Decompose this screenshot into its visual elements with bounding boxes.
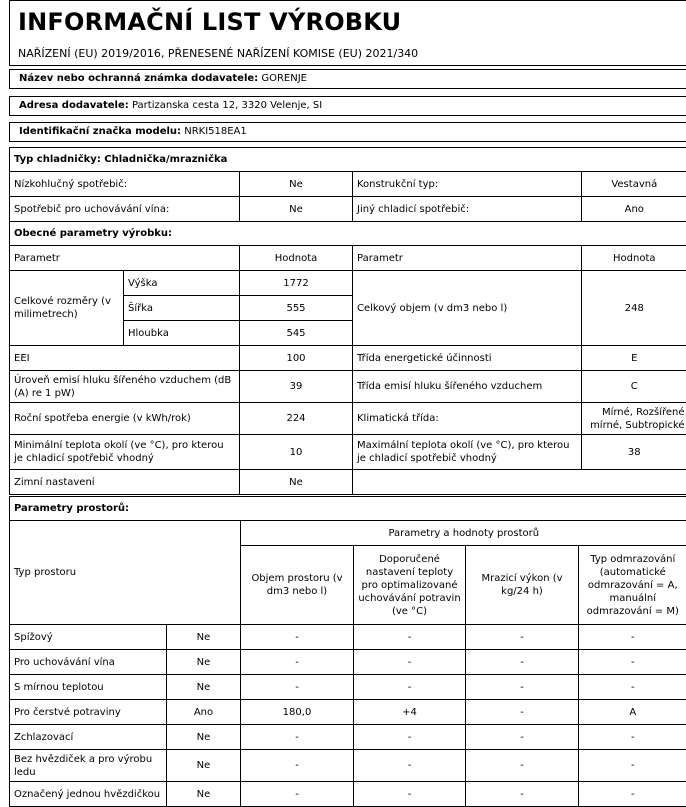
compartment-present: Ne <box>167 782 241 807</box>
address-value: Partizanska cesta 12, 3320 Velenje, SI <box>132 100 322 111</box>
compartment-present: Ne <box>167 625 241 650</box>
min-temp-label: Minimální teplota okolí (ve °C), pro kterou je chladicí spotřebič vhodný <box>10 435 240 470</box>
table-row <box>10 700 686 725</box>
compartments-heading: Parametry prostorů: <box>10 497 686 521</box>
compartment-defrost: - <box>579 725 686 750</box>
table-row <box>10 750 686 782</box>
energy-class-label: Třída energetické účinnosti <box>353 346 582 371</box>
volume-label: Celkový objem (v dm3 nebo l) <box>353 271 582 346</box>
appliance-type-heading: Typ chladničky: Chladnička/mraznička <box>10 148 686 172</box>
compartment-volume: - <box>241 782 354 807</box>
energy-class-value: E <box>582 346 686 371</box>
compartment-freeze: - <box>466 675 579 700</box>
compartment-present: Ne <box>167 725 241 750</box>
depth-value: 545 <box>240 321 353 346</box>
value-header-left: Hodnota <box>240 246 353 271</box>
winter-value: Ne <box>240 470 353 495</box>
supplier-value: GORENJE <box>261 73 307 84</box>
table-row <box>10 403 686 435</box>
dimensions-label: Celkové rozměry (v milimetrech) <box>10 271 124 346</box>
width-value: 555 <box>240 296 353 321</box>
regulation-box <box>9 43 686 66</box>
compartment-defrost: - <box>579 675 686 700</box>
compartment-freeze: - <box>466 650 579 675</box>
compartment-present: Ne <box>167 650 241 675</box>
max-temp-label: Maximální teplota okolí (ve °C), pro kterou je chladicí spotřebič vhodný <box>353 435 582 470</box>
compartment-volume: - <box>241 725 354 750</box>
wine-value: Ne <box>240 197 353 222</box>
general-heading: Obecné parametry výrobku: <box>10 222 686 246</box>
compartment-freeze: - <box>466 700 579 725</box>
compartment-defrost: - <box>579 782 686 807</box>
compartment-defrost: - <box>579 750 686 782</box>
table-row <box>10 435 686 470</box>
general-header-row <box>10 246 686 271</box>
table-row <box>10 625 686 650</box>
address-label: Adresa dodavatele: <box>19 100 129 111</box>
compartment-name: Bez hvězdiček a pro výrobu ledu <box>10 750 167 782</box>
table-row <box>10 675 686 700</box>
table-row <box>10 271 686 296</box>
compartment-name: Zchlazovací <box>10 725 167 750</box>
compartment-freeze: - <box>466 750 579 782</box>
min-temp-value: 10 <box>240 435 353 470</box>
low-noise-value: Ne <box>240 172 353 197</box>
compartment-name: Pro čerstvé potraviny <box>10 700 167 725</box>
general-heading-row <box>10 222 686 246</box>
compartment-freeze: - <box>466 625 579 650</box>
compartment-freeze: - <box>466 782 579 807</box>
param-header-right: Parametr <box>353 246 582 271</box>
eei-value: 100 <box>240 346 353 371</box>
compartment-defrost: - <box>579 625 686 650</box>
temperature-column-header: Doporučené nastavení teploty pro optimalizované uchovávání potravin (ve °C) <box>354 546 466 625</box>
compartment-present: Ne <box>167 750 241 782</box>
volume-column-header: Objem prostoru (v dm3 nebo l) <box>241 546 354 625</box>
compartment-present: Ne <box>167 675 241 700</box>
consumption-value: 224 <box>240 403 353 435</box>
noise-class-label: Třída emisí hluku šířeného vzduchem <box>353 371 582 403</box>
compartment-name: S mírnou teplotou <box>10 675 167 700</box>
max-temp-value: 38 <box>582 435 686 470</box>
freezing-column-header: Mrazicí výkon (v kg/24 h) <box>466 546 579 625</box>
depth-label: Hloubka <box>124 321 240 346</box>
table-row <box>10 650 686 675</box>
low-noise-label: Nízkohlučný spotřebič: <box>10 172 240 197</box>
compartments-table <box>9 496 686 807</box>
height-label: Výška <box>124 271 240 296</box>
other-appliance-value: Ano <box>582 197 686 222</box>
supplier-label: Název nebo ochranná známka dodavatele: <box>19 73 258 84</box>
compartment-volume: - <box>241 650 354 675</box>
compartment-name: Označený jednou hvězdičkou <box>10 782 167 807</box>
param-header-left: Parametr <box>10 246 240 271</box>
page-title: INFORMAČNÍ LIST VÝROBKU <box>18 8 401 36</box>
table-row <box>10 172 686 197</box>
table-row <box>10 371 686 403</box>
other-appliance-label: Jiný chladicí spotřebič: <box>353 197 582 222</box>
table-row <box>10 197 686 222</box>
table-row <box>10 470 686 495</box>
eei-label: EEI <box>10 346 240 371</box>
compartment-volume: - <box>241 675 354 700</box>
compartment-temp: - <box>354 650 466 675</box>
compartment-type-header: Typ prostoru <box>10 521 241 625</box>
compartment-temp: +4 <box>354 700 466 725</box>
model-label: Identifikační značka modelu: <box>19 126 181 137</box>
compartment-volume: - <box>241 625 354 650</box>
general-table <box>9 147 686 495</box>
climate-label: Klimatická třída: <box>353 403 582 435</box>
compartment-name: Pro uchovávání vína <box>10 650 167 675</box>
noise-label: Úroveň emisí hluku šířeného vzduchem (dB (A) re 1 pW) <box>10 371 240 403</box>
table-row <box>10 725 686 750</box>
compartment-name: Spížový <box>10 625 167 650</box>
compartment-volume: - <box>241 750 354 782</box>
height-value: 1772 <box>240 271 353 296</box>
value-header-right: Hodnota <box>582 246 686 271</box>
compartments-heading-row <box>10 497 686 521</box>
compartment-group-header: Parametry a hodnoty prostorů <box>241 521 686 546</box>
compartment-temp: - <box>354 675 466 700</box>
defrost-column-header: Typ odmrazování (automatické odmrazování = A, manuální odmrazování = M) <box>579 546 686 625</box>
compartment-defrost: A <box>579 700 686 725</box>
compartment-temp: - <box>354 782 466 807</box>
noise-value: 39 <box>240 371 353 403</box>
appliance-type-heading-row <box>10 148 686 172</box>
wine-label: Spotřebič pro uchovávání vína: <box>10 197 240 222</box>
width-label: Šířka <box>124 296 240 321</box>
compartment-temp: - <box>354 625 466 650</box>
regulation-text: NAŘÍZENÍ (EU) 2019/2016, PŘENESENÉ NAŘÍZENÍ KOMISE (EU) 2021/340 <box>18 47 418 60</box>
compartment-defrost: - <box>579 650 686 675</box>
construction-label: Konstrukční typ: <box>353 172 582 197</box>
winter-label: Zimní nastavení <box>10 470 240 495</box>
compartments-group-row <box>10 521 686 546</box>
construction-value: Vestavná <box>582 172 686 197</box>
noise-class-value: C <box>582 371 686 403</box>
empty-cell <box>353 470 686 495</box>
compartment-present: Ano <box>167 700 241 725</box>
model-value: NRKI518EA1 <box>184 126 247 137</box>
table-row <box>10 346 686 371</box>
supplier-box <box>9 69 686 89</box>
consumption-label: Roční spotřeba energie (v kWh/rok) <box>10 403 240 435</box>
compartment-temp: - <box>354 725 466 750</box>
compartment-temp: - <box>354 750 466 782</box>
climate-value: Mírné, Rozšířené mírné, Subtropické <box>582 403 686 435</box>
address-box <box>9 96 686 116</box>
model-box <box>9 122 686 142</box>
volume-value: 248 <box>582 271 686 346</box>
compartment-volume: 180,0 <box>241 700 354 725</box>
compartment-freeze: - <box>466 725 579 750</box>
title-box <box>9 0 686 44</box>
